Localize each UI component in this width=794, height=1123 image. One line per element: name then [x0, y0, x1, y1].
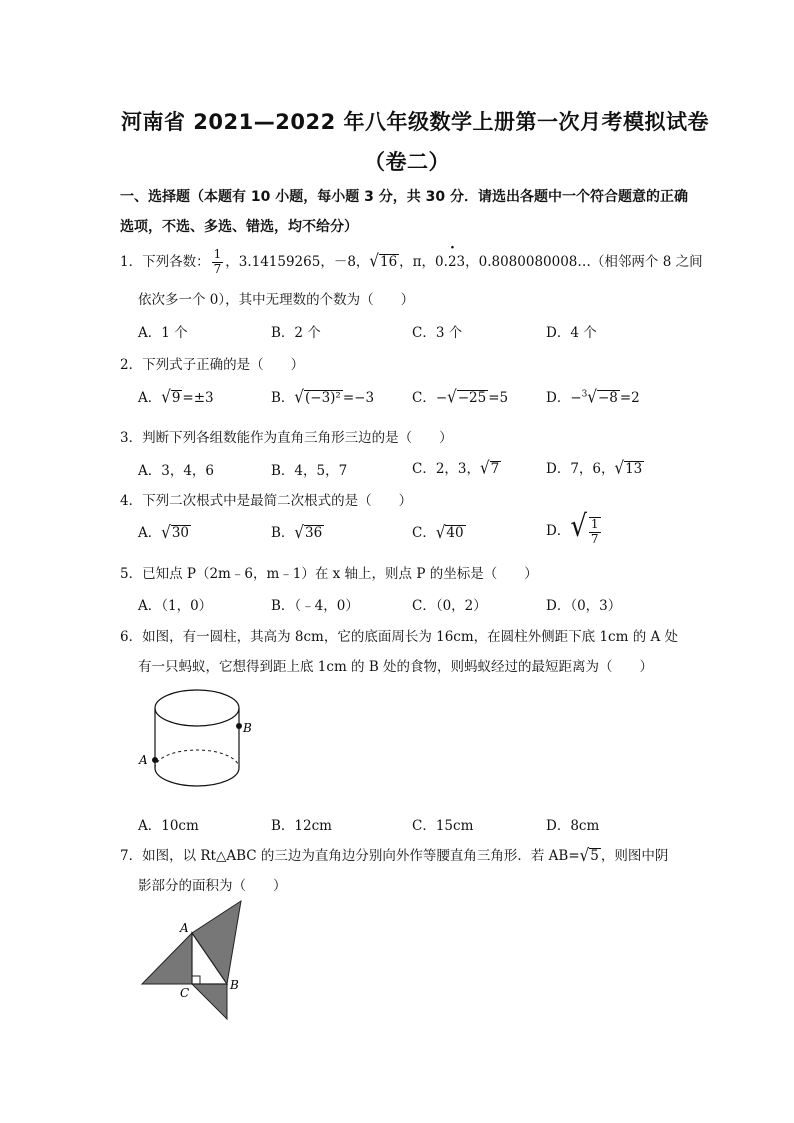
- label-a: A: [180, 921, 189, 935]
- question-5-stem: 5．已知点 P（2m﹣6，m﹣1）在 x 轴上，则点 P 的坐标是（ ）: [120, 566, 538, 582]
- q5-option-a[interactable]: A．（1，0）: [138, 598, 213, 614]
- question-1-line2: 依次多一个 0），其中无理数的个数为（ ）: [138, 292, 415, 308]
- question-1-line1: 1．下列各数： $\frac{1}{7}$ ，3.14159265，－8，√16 ，π，0.· 23，0.8080080008…（相邻两个 8 之间: [120, 248, 703, 277]
- q4-option-b[interactable]: B．√36: [271, 521, 323, 543]
- q3-option-a[interactable]: A．3，4，6: [138, 463, 215, 479]
- q2-option-b[interactable]: B．√(−3)² =−3: [271, 386, 375, 408]
- repeating-decimal: · 23: [448, 254, 465, 270]
- shaded-triangle-bottom: [192, 984, 227, 1019]
- q5-option-b[interactable]: B．（﹣4，0）: [271, 598, 359, 614]
- question-6-line2: 有一只蚂蚁，它想得到距上底 1cm 的 B 处的食物，则蚂蚁经过的最短距离为（ ）: [138, 659, 654, 675]
- q1-option-d[interactable]: D．4 个: [546, 325, 597, 341]
- sqrt-sign: √: [161, 386, 171, 408]
- q3-option-b[interactable]: B．4，5，7: [271, 463, 348, 479]
- triangle-figure: [130, 895, 260, 1025]
- question-2-stem: 2．下列式子正确的是（ ）: [120, 357, 305, 373]
- question-4-stem: 4．下列二次根式中是最简二次根式的是（ ）: [120, 493, 413, 509]
- question-3-stem: 3．判断下列各组数能作为直角三角形三边的是（ ）: [120, 430, 453, 446]
- sqrt-sign: √: [161, 521, 171, 543]
- q6-option-c[interactable]: C．15cm: [412, 818, 474, 834]
- q1-option-b[interactable]: B．2 个: [271, 325, 321, 341]
- label-c: C: [180, 986, 190, 1000]
- sqrt-sign: √: [614, 457, 625, 479]
- point-a: [152, 757, 158, 763]
- label-b: B: [243, 721, 252, 735]
- section-heading-line2: 选项，不选、多选、错选，均不给分）: [120, 219, 358, 235]
- cylinder-figure: [130, 680, 270, 810]
- sqrt-sign: √: [435, 521, 446, 543]
- sqrt-sign: √: [579, 844, 590, 866]
- sqrt-sign: √: [570, 509, 587, 545]
- question-7-line1: 7．如图，以 Rt△ABC 的三边为直角边分别向外作等腰直角三角形．若 AB=√5 ，则图中阴: [120, 844, 669, 866]
- page-title: 河南省 2021—2022 年八年级数学上册第一次月考模拟试卷: [121, 110, 710, 134]
- q6-option-d[interactable]: D．8cm: [546, 818, 600, 834]
- q5-option-c[interactable]: C．（0，2）: [412, 598, 487, 614]
- q5-option-d[interactable]: D．（0，3）: [546, 598, 622, 614]
- question-6-line1: 6．如图，有一圆柱，其高为 8cm，它的底面周长为 16cm，在圆柱外侧距下底 1cm 的 A 处: [120, 629, 679, 645]
- q2-option-c[interactable]: C．−√−25 =5: [412, 386, 509, 408]
- point-b: [236, 723, 242, 729]
- cube-root-sign: √: [587, 386, 597, 408]
- sqrt-sign: √: [447, 386, 457, 408]
- sqrt-sign: √: [294, 386, 304, 408]
- label-a: A: [139, 753, 148, 767]
- sqrt-sign: √: [369, 250, 379, 272]
- q6-option-a[interactable]: A．10cm: [138, 818, 199, 834]
- q1-option-a[interactable]: A．1 个: [138, 325, 188, 341]
- q3-option-c[interactable]: C．2，3，√7: [412, 457, 500, 479]
- q2-option-a[interactable]: A．√9 =±3: [138, 386, 214, 408]
- q4-option-d[interactable]: D．√ $\frac{1}{7}$: [546, 509, 599, 546]
- shaded-triangle-left: [142, 933, 192, 984]
- sqrt-sign: √: [294, 521, 304, 543]
- fraction: $\frac{1}{7}$: [590, 516, 599, 546]
- section-heading-line1: 一、选择题（本题有 10 小题，每小题 3 分，共 30 分．请选出各题中一个符合题意的正确: [120, 189, 688, 205]
- q6-option-b[interactable]: B．12cm: [271, 818, 332, 834]
- question-7-line2: 影部分的面积为（ ）: [138, 878, 287, 894]
- page-subtitle: （卷二）: [364, 150, 450, 174]
- q4-option-a[interactable]: A．√30: [138, 521, 189, 543]
- label-b: B: [230, 978, 239, 992]
- fraction: $\frac{1}{7}$: [213, 247, 222, 276]
- q1-option-c[interactable]: C．3 个: [412, 325, 463, 341]
- q3-option-d[interactable]: D．7，6，√13: [546, 457, 643, 479]
- q2-option-d[interactable]: D．−$^3$√−8 =2: [546, 386, 640, 408]
- sqrt-sign: √: [480, 457, 490, 479]
- q4-option-c[interactable]: C．√40: [412, 521, 464, 543]
